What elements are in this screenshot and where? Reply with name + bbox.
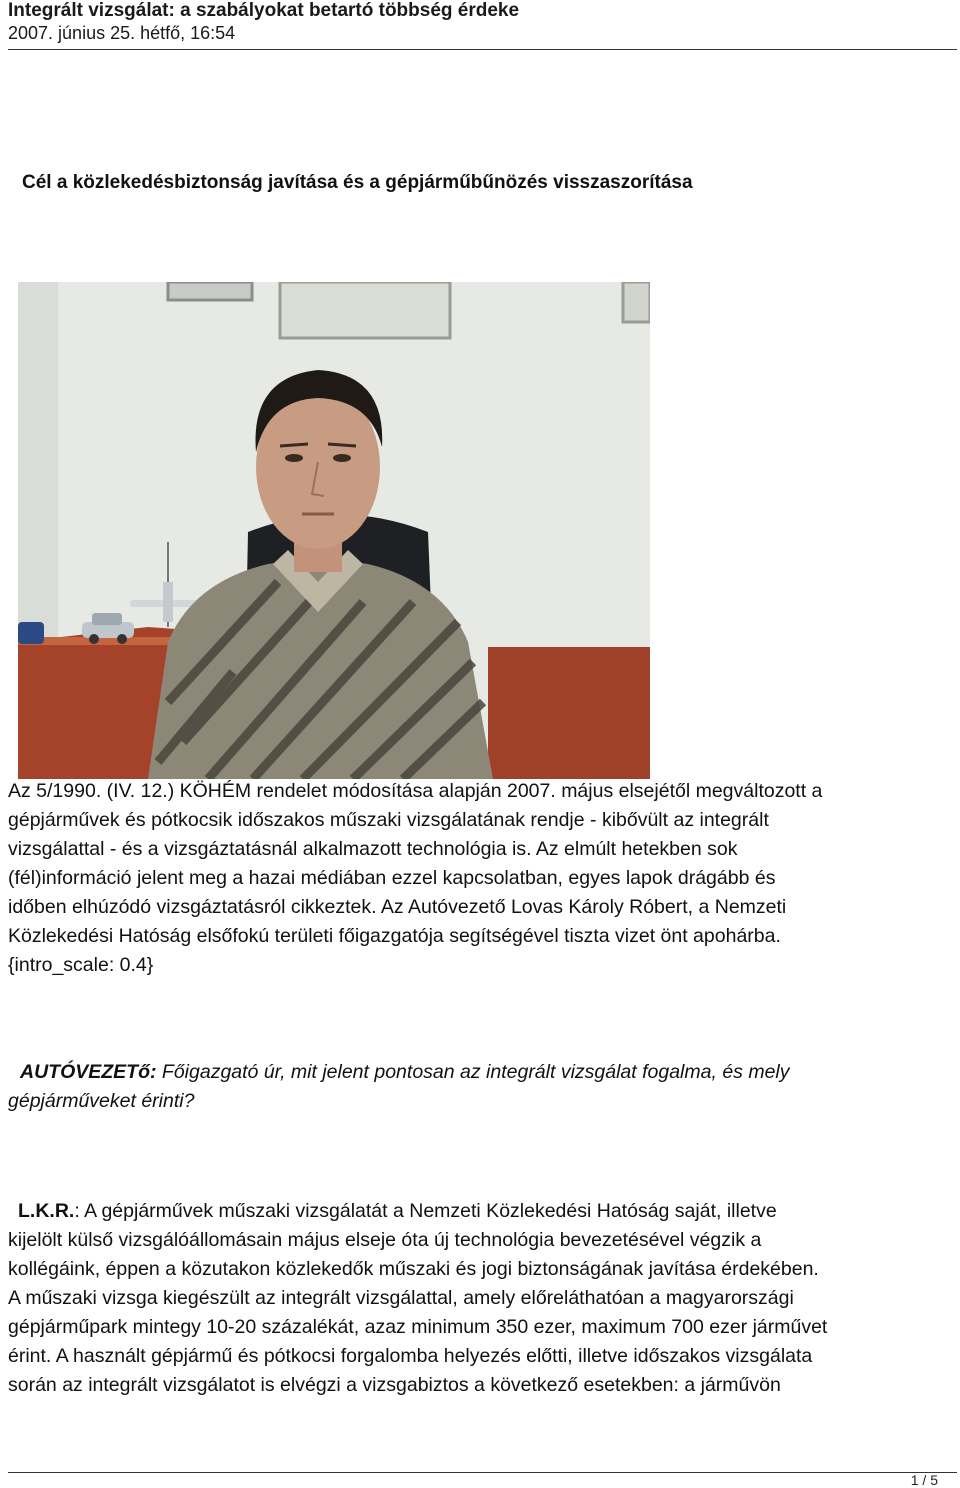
intro-line: vizsgálattal - és a vizsgáztatásnál alkalmazott technológia is. Az elmúlt hetekben sok <box>8 838 738 860</box>
document-title: Integrált vizsgálat: a szabályokat betartó többség érdeke <box>8 0 520 21</box>
question-text: Főigazgató úr, mit jelent pontosan az integrált vizsgálat fogalma, és mely <box>156 1061 790 1083</box>
question-line: gépjárműveket érinti? <box>8 1090 195 1112</box>
footer-divider <box>8 1472 957 1473</box>
question-line <box>8 1058 790 1087</box>
answer-line <box>8 1197 827 1226</box>
portrait-photo <box>18 282 650 779</box>
intro-line: (fél)információ jelent meg a hazai médiában ezzel kapcsolatban, egyes lapok drágább és <box>8 867 776 889</box>
intro-line: gépjárművek és pótkocsik időszakos műszaki vizsgálatának rendje - kibővült az integrált <box>8 809 769 831</box>
interview-answer <box>8 1197 827 1400</box>
publish-date: 2007. június 25. hétfő, 16:54 <box>8 23 236 43</box>
answer-line: gépjárműpark mintegy 10-20 százalékát, azaz minimum 350 ezer, maximum 700 ezer járművet <box>8 1316 828 1338</box>
page-number: 1 / 5 <box>910 1472 938 1488</box>
header-divider <box>8 49 957 50</box>
answer-line: A műszaki vizsga kiegészült az integrált vizsgálattal, amely előreláthatóan a magyarországi <box>8 1287 794 1309</box>
answer-line: érint. A használt gépjármű és pótkocsi forgalomba helyezés előtti, illetve időszakos vizsgálata <box>8 1345 813 1367</box>
intro-line: Közlekedési Hatóság elsőfokú területi főigazgatója segítségével tiszta vizet önt apohárba. <box>8 925 781 947</box>
answer-line: kijelölt külső vizsgálóállomásain május elseje óta új technológia bevezetésével végzik a <box>8 1229 762 1251</box>
question-speaker-label: AUTÓVEZETő: <box>20 1061 157 1083</box>
answer-line: kollégáink, éppen a közutakon közlekedők műszaki és jogi biztonságának javítása érdekében. <box>8 1258 819 1280</box>
intro-line: {intro_scale: 0.4} <box>8 954 154 976</box>
answer-speaker-label: L.K.R. <box>18 1200 75 1222</box>
intro-paragraph <box>8 777 822 980</box>
interview-question <box>8 1058 790 1116</box>
answer-line: során az integrált vizsgálatot is elvégzi a vizsgabiztos a következő esetekben: a járművön <box>8 1374 781 1396</box>
intro-line: Az 5/1990. (IV. 12.) KÖHÉM rendelet módosítása alapján 2007. május elsejétől megváltozott a <box>8 780 823 802</box>
article-subtitle: Cél a közlekedésbiztonság javítása és a gépjárműbűnözés visszaszorítása <box>22 172 693 193</box>
intro-line: időben elhúzódó vizsgáztatásról cikkeztek. Az Autóvezető Lovas Károly Róbert, a Nemzeti <box>8 896 787 918</box>
answer-text: : A gépjárművek műszaki vizsgálatát a Nemzeti Közlekedési Hatóság saját, illetve <box>74 1200 777 1222</box>
